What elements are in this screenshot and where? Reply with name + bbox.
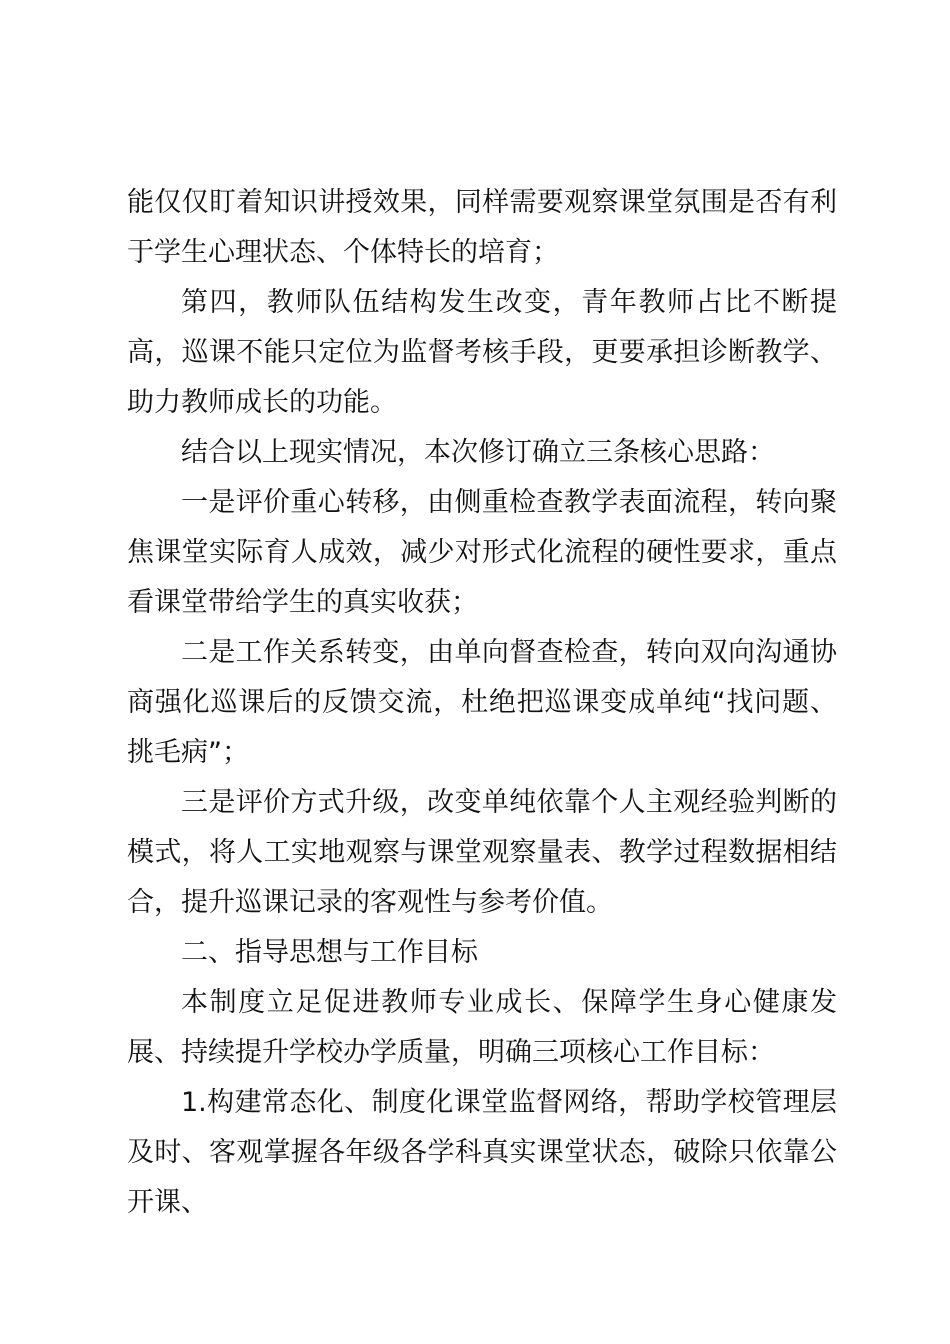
paragraph-idea-two: 二是工作关系转变，由单向督查检查，转向双向沟通协商强化巡课后的反馈交流，杜绝把巡课变成单纯“找问题、挑毛病”； [127,637,837,768]
section-heading: 二、指导思想与工作目标 [181,937,478,968]
paragraph-idea-three: 三是评价方式升级，改变单纯依靠个人主观经验判断的模式，将人工实地观察与课堂观察量表、教学过程数据相结合，提升巡课记录的客观性与参考价值。 [127,787,837,918]
paragraph-goal-one: 1.构建常态化、制度化课堂监督网络，帮助学校管理层及时、客观掌握各年级各学科真实课堂状态，破除只依靠公开课、 [127,1087,837,1218]
paragraph-goals-intro: 本制度立足促进教师专业成长、保障学生身心健康发展、持续提升学校办学质量，明确三项核心工作目标： [127,987,837,1068]
paragraph-continuation: 能仅仅盯着知识讲授效果，同样需要观察课堂氛围是否有利于学生心理状态、个体特长的培育； [127,187,837,268]
paragraph-core-ideas-intro: 结合以上现实情况，本次修订确立三条核心思路： [181,437,775,468]
paragraph-point-four: 第四，教师队伍结构发生改变，青年教师占比不断提高，巡课不能只定位为监督考核手段，更要承担诊断教学、助力教师成长的功能。 [127,287,837,418]
paragraph-idea-one: 一是评价重心转移，由侧重检查教学表面流程，转向聚焦课堂实际育人成效，减少对形式化流程的硬性要求，重点看课堂带给学生的真实收获； [127,487,837,618]
document-body [127,178,837,1228]
